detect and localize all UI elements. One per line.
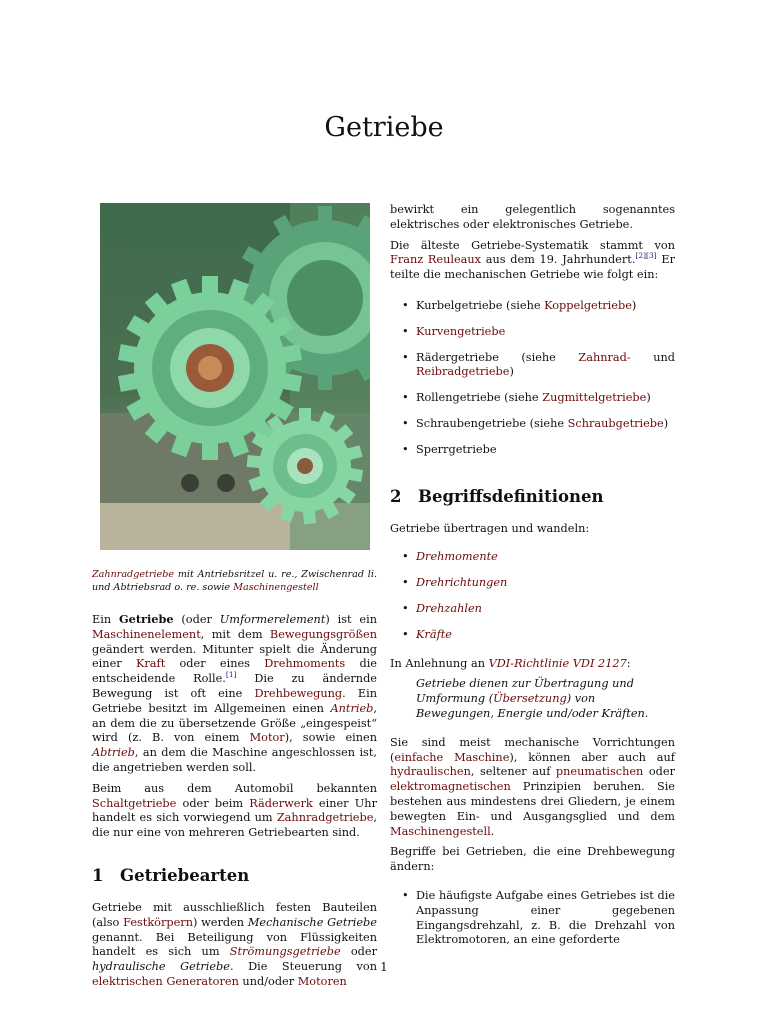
right-column xyxy=(390,203,675,959)
inline-link[interactable]: Zahnrad- xyxy=(578,350,631,364)
inline-link[interactable]: Reibradgetriebe xyxy=(416,365,510,379)
inline-link[interactable]: Zahnradgetriebe xyxy=(276,811,374,825)
inline-link[interactable]: Maschinenelement xyxy=(92,627,201,641)
inline-link[interactable]: Festkörpern xyxy=(123,915,193,929)
inline-link[interactable]: VDI-Richtlinie VDI 2127 xyxy=(488,656,627,670)
list-item xyxy=(390,325,675,340)
link-kraefte[interactable]: Kräfte xyxy=(416,627,452,641)
gear-image xyxy=(100,203,370,550)
inline-link[interactable]: Motor xyxy=(249,731,285,745)
link-drehzahlen[interactable]: Drehzahlen xyxy=(416,601,482,615)
list-item-text: Sperrgetriebe xyxy=(416,442,497,456)
caption-link-zahnradgetriebe[interactable]: Zahnradgetriebe xyxy=(92,569,175,580)
section-2-lead: Getriebe übertragen und wandeln: xyxy=(390,521,590,535)
bold-term: Getriebe xyxy=(118,612,174,626)
bullet: • xyxy=(402,324,409,338)
right-paragraph-1: Die älteste Getriebe-Systematik stammt von Franz Reuleaux aus dem 19. Jahrhundert.[2][3] Er teilte die mechanischen Getriebe wie folgt ein: xyxy=(390,238,675,282)
vdi-paragraph: In Anlehnung an VDI-Richtlinie VDI 2127: xyxy=(390,656,631,670)
inline-link[interactable]: Räderwerk xyxy=(249,796,313,810)
inline-link[interactable]: Kraft xyxy=(135,657,166,671)
gear-photo xyxy=(100,203,370,550)
list-item xyxy=(390,299,675,314)
bullet: • xyxy=(402,442,409,456)
list-item-text: Die häufigste Aufgabe eines Getriebes ist die Anpassung einer gegebenen Eingangsdrehzahl, z. B. die Drehzahl von Elektromotoren, an eine geforderte xyxy=(416,888,675,947)
inline-link[interactable]: Schraubgetriebe xyxy=(567,416,664,430)
link-drehmomente[interactable]: Drehmomente xyxy=(416,550,498,564)
inline-link[interactable]: Schaltgetriebe xyxy=(92,796,177,810)
list-item: • Die häufigste Aufgabe eines Getriebes ist die Anpassung einer gegebenen Eingangsdrehzahl, z. B. die Drehzahl von Elektromotoren, an eine geforderte xyxy=(402,888,675,947)
list-item-text: Kurbelgetriebe (siehe Koppelgetriebe) xyxy=(416,298,637,312)
inline-link[interactable]: elektrischen Generatoren xyxy=(92,974,239,988)
link-drehrichtungen[interactable]: Drehrichtungen xyxy=(416,576,508,590)
inline-link[interactable]: Kurvengetriebe xyxy=(416,324,506,338)
inline-link[interactable]: Bewegungsgrößen xyxy=(269,627,377,641)
bullet: • xyxy=(402,298,409,312)
caption-text: mit Antriebsritzel u. re., Zwischenrad li. und Abtriebsrad o. re. sowie xyxy=(92,569,377,593)
section-1-heading xyxy=(92,865,377,887)
section-2-number: 2 xyxy=(390,486,402,506)
inline-link[interactable]: pneumatischen xyxy=(555,765,644,779)
inline-link[interactable]: Abtrieb xyxy=(92,746,135,760)
list-item-text xyxy=(416,325,505,338)
inline-link[interactable]: Strömungsgetriebe xyxy=(229,945,341,959)
page-number: 1 xyxy=(380,960,388,974)
list-item: • Drehrichtungen xyxy=(402,576,508,590)
list-item-text: Rädergetriebe (siehe Zahnrad- und Reibradgetriebe) xyxy=(416,350,675,379)
reference-link[interactable]: [2][3] xyxy=(635,251,657,261)
list-item-text: Rollengetriebe (siehe Zugmittelgetriebe) xyxy=(416,391,651,405)
section-2-heading xyxy=(390,486,675,508)
inline-link[interactable]: elektromagnetischen xyxy=(390,780,511,794)
inline-link[interactable]: Drehbewegung xyxy=(254,686,343,700)
list-item xyxy=(390,351,675,381)
section-1-title: Getriebearten xyxy=(120,865,250,885)
left-column xyxy=(92,203,377,996)
vdi-quote: Getriebe dienen zur Übertragung und Umformung (Übersetzung) von Bewegungen, Energie und/oder Kräften. xyxy=(416,677,649,720)
list-item-text: Schraubengetriebe (siehe Schraubgetriebe) xyxy=(416,416,669,430)
inline-link[interactable]: Franz Reuleaux xyxy=(390,253,482,267)
list-item xyxy=(390,391,675,406)
inline-link[interactable]: Antrieb xyxy=(330,701,374,715)
list-item: • Drehzahlen xyxy=(402,601,482,615)
caption-link-maschinengestell[interactable]: Maschinengestell xyxy=(233,582,319,593)
bullet: • xyxy=(402,416,409,430)
section-1-paragraph: Getriebe mit ausschließlich festen Bauteilen (also Festkörpern) werden Mechanische Getriebe genannt. Bei Beteiligung von Flüssigkeiten handelt es sich um Strömungsgetriebe oder hydraulische Getriebe. Die Steuerung von elektrischen Generatoren und/oder Motoren xyxy=(92,900,377,988)
bullet: • xyxy=(402,350,409,364)
intro-paragraph-2: Beim aus dem Automobil bekannten Schaltgetriebe oder beim Räderwerk einer Uhr handelt es sich vorwiegend um Zahnradgetriebe, die nur eine von mehreren Getriebearten sind. xyxy=(92,781,377,840)
wandeln-list xyxy=(390,550,675,642)
inline-link[interactable]: Zugmittelgetriebe xyxy=(542,391,647,405)
section-2-title: Begriffsdefinitionen xyxy=(418,486,604,506)
list-item: • Drehmomente xyxy=(402,550,498,564)
inline-link[interactable]: Koppelgetriebe xyxy=(544,298,632,312)
section-2-paragraph-2: Sie sind meist mechanische Vorrichtungen (einfache Maschine), können aber auch auf hydraulischen, seltener auf pneumatischen oder elektromagnetischen Prinzipien beruhen. Sie bestehen aus mindestens drei Gliedern, je einem bewegten Ein- und Ausgangsglied und dem Maschinengestell. xyxy=(390,735,675,838)
right-paragraph-0: bewirkt ein gelegentlich sogenanntes elektrisches oder elektronisches Getriebe. xyxy=(390,203,675,231)
inline-link[interactable]: Übersetzung xyxy=(493,692,567,706)
inline-link[interactable]: einfache Maschine xyxy=(394,750,510,764)
emphasis-text: Umformerelement xyxy=(219,613,326,626)
list-item xyxy=(390,443,675,458)
inline-link[interactable]: Drehmoments xyxy=(264,657,346,671)
intro-paragraph-1: Ein Getriebe (oder Umformerelement) ist ein Maschinenelement, mit dem Bewegungsgrößen geändert werden. Mitunter spielt die Änderung einer Kraft oder eines Drehmoments die entscheidende Rolle.[1] Die zu ändernde Bewegung ist oft eine Drehbewegung. Ein Getriebe besitzt im Allgemeinen einen Antrieb, an dem die zu übersetzende Größe „eingespeist“ wird (z. B. von einem Motor), sowie einen Abtrieb, an dem die Maschine angeschlossen ist, die angetrieben werden soll. xyxy=(92,612,377,774)
drehbewegung-list xyxy=(390,889,675,948)
emphasis-text: Mechanische Getriebe xyxy=(247,915,377,929)
inline-link[interactable]: Motoren xyxy=(297,974,347,988)
figure-caption xyxy=(92,568,377,594)
list-item xyxy=(390,417,675,432)
reference-link[interactable]: [1] xyxy=(225,670,237,680)
list-item: • Kräfte xyxy=(402,627,452,641)
section-2-paragraph-3: Begriffe bei Getrieben, die eine Drehbewegung ändern: xyxy=(390,845,675,874)
inline-link[interactable]: hydraulischen xyxy=(390,765,471,779)
emphasis-text: hydraulische Getriebe xyxy=(92,960,230,974)
inline-link[interactable]: Maschinengestell xyxy=(390,824,491,838)
page-title: Getriebe xyxy=(324,112,444,143)
section-1-number: 1 xyxy=(92,865,104,885)
reuleaux-list xyxy=(390,299,675,458)
bullet: • xyxy=(402,391,409,405)
